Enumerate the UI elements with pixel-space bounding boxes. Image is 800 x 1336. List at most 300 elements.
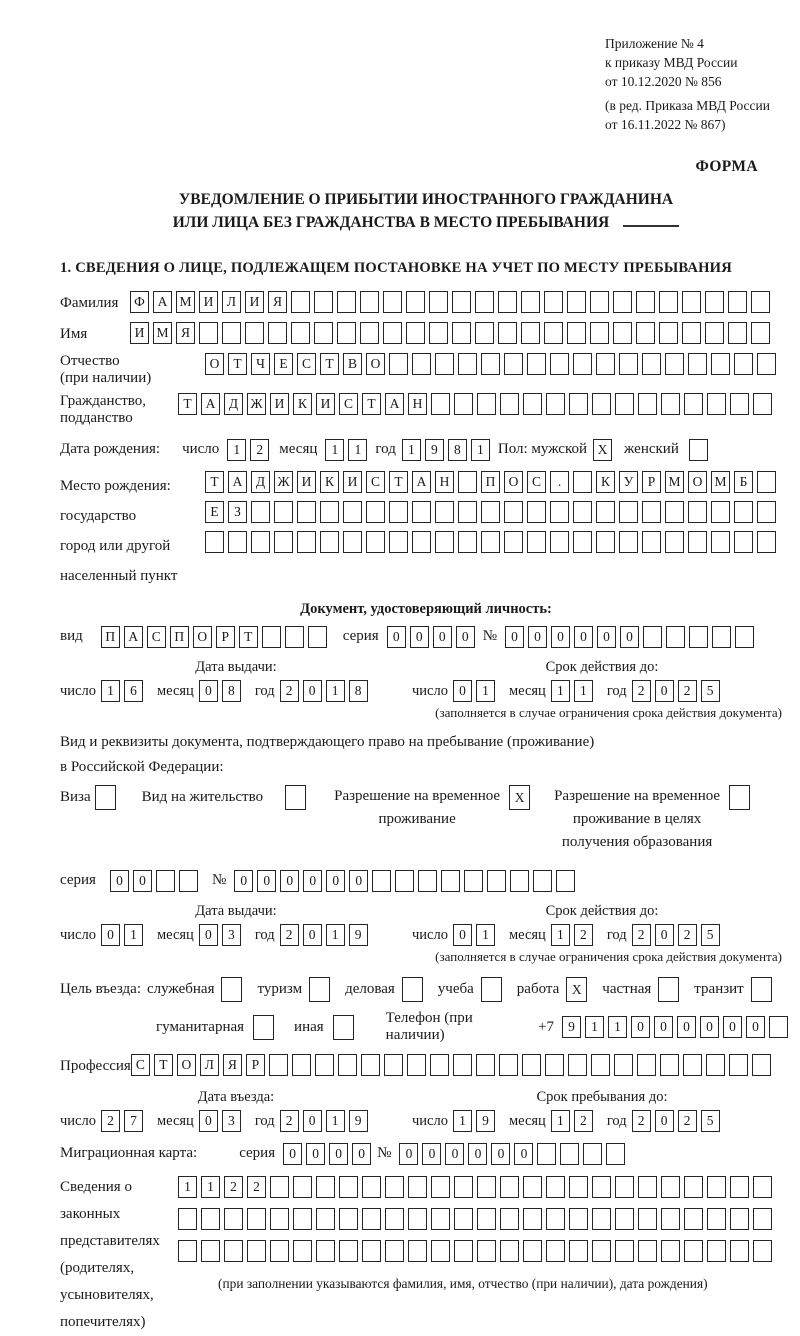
char-cell[interactable] bbox=[309, 977, 330, 1002]
char-cell[interactable] bbox=[178, 1208, 197, 1230]
char-cell[interactable] bbox=[477, 1176, 496, 1198]
char-cell[interactable]: С bbox=[527, 471, 546, 493]
patronymic-input[interactable] bbox=[205, 353, 780, 375]
char-cell[interactable] bbox=[546, 1176, 565, 1198]
char-cell[interactable]: 2 bbox=[101, 1110, 120, 1132]
char-cell[interactable] bbox=[688, 501, 707, 523]
char-cell[interactable] bbox=[316, 1240, 335, 1262]
char-cell[interactable]: Д bbox=[251, 471, 270, 493]
char-cell[interactable] bbox=[614, 1054, 633, 1076]
char-cell[interactable] bbox=[730, 1208, 749, 1230]
char-cell[interactable]: 1 bbox=[325, 439, 344, 461]
char-cell[interactable] bbox=[546, 1240, 565, 1262]
doc-issue-month[interactable] bbox=[199, 680, 245, 702]
char-cell[interactable] bbox=[406, 322, 425, 344]
char-cell[interactable] bbox=[458, 501, 477, 523]
char-cell[interactable] bbox=[251, 501, 270, 523]
char-cell[interactable] bbox=[475, 322, 494, 344]
char-cell[interactable] bbox=[500, 393, 519, 415]
char-cell[interactable] bbox=[412, 501, 431, 523]
char-cell[interactable] bbox=[224, 1240, 243, 1262]
char-cell[interactable] bbox=[500, 1208, 519, 1230]
char-cell[interactable] bbox=[590, 291, 609, 313]
char-cell[interactable] bbox=[596, 501, 615, 523]
char-cell[interactable] bbox=[452, 291, 471, 313]
char-cell[interactable]: С bbox=[339, 393, 358, 415]
name-input[interactable] bbox=[130, 322, 774, 344]
char-cell[interactable] bbox=[316, 1176, 335, 1198]
char-cell[interactable] bbox=[458, 471, 477, 493]
char-cell[interactable] bbox=[591, 1054, 610, 1076]
char-cell[interactable]: 2 bbox=[280, 680, 299, 702]
char-cell[interactable]: 0 bbox=[505, 626, 524, 648]
char-cell[interactable]: 2 bbox=[574, 1110, 593, 1132]
char-cell[interactable]: И bbox=[199, 291, 218, 313]
char-cell[interactable] bbox=[291, 322, 310, 344]
char-cell[interactable]: 0 bbox=[551, 626, 570, 648]
char-cell[interactable]: . bbox=[550, 471, 569, 493]
char-cell[interactable]: Ж bbox=[274, 471, 293, 493]
char-cell[interactable]: О bbox=[205, 353, 224, 375]
char-cell[interactable] bbox=[560, 1143, 579, 1165]
char-cell[interactable]: 0 bbox=[349, 870, 368, 892]
char-cell[interactable] bbox=[688, 531, 707, 553]
char-cell[interactable] bbox=[661, 393, 680, 415]
char-cell[interactable] bbox=[408, 1208, 427, 1230]
char-cell[interactable]: 2 bbox=[247, 1176, 266, 1198]
char-cell[interactable]: 0 bbox=[514, 1143, 533, 1165]
char-cell[interactable] bbox=[453, 1054, 472, 1076]
char-cell[interactable]: О bbox=[193, 626, 212, 648]
char-cell[interactable]: 1 bbox=[453, 1110, 472, 1132]
char-cell[interactable] bbox=[481, 353, 500, 375]
migration-number-input[interactable] bbox=[399, 1143, 629, 1165]
char-cell[interactable]: 1 bbox=[585, 1016, 604, 1038]
char-cell[interactable]: Н bbox=[435, 471, 454, 493]
char-cell[interactable]: М bbox=[665, 471, 684, 493]
char-cell[interactable]: 0 bbox=[387, 626, 406, 648]
char-cell[interactable] bbox=[251, 531, 270, 553]
char-cell[interactable] bbox=[573, 501, 592, 523]
char-cell[interactable]: Ф bbox=[130, 291, 149, 313]
char-cell[interactable]: С bbox=[131, 1054, 150, 1076]
char-cell[interactable]: А bbox=[153, 291, 172, 313]
char-cell[interactable] bbox=[707, 1176, 726, 1198]
char-cell[interactable] bbox=[339, 1240, 358, 1262]
char-cell[interactable] bbox=[705, 291, 724, 313]
char-cell[interactable]: Ж bbox=[247, 393, 266, 415]
char-cell[interactable]: 1 bbox=[551, 1110, 570, 1132]
char-cell[interactable] bbox=[638, 1240, 657, 1262]
purpose-transit-checkbox[interactable] bbox=[751, 977, 776, 1002]
char-cell[interactable]: 1 bbox=[608, 1016, 627, 1038]
char-cell[interactable] bbox=[406, 291, 425, 313]
char-cell[interactable] bbox=[228, 531, 247, 553]
char-cell[interactable] bbox=[757, 501, 776, 523]
char-cell[interactable]: Н bbox=[408, 393, 427, 415]
entry-year[interactable] bbox=[280, 1110, 372, 1132]
char-cell[interactable] bbox=[454, 1208, 473, 1230]
char-cell[interactable] bbox=[527, 353, 546, 375]
char-cell[interactable] bbox=[728, 291, 747, 313]
char-cell[interactable]: М bbox=[176, 291, 195, 313]
char-cell[interactable]: В bbox=[343, 353, 362, 375]
char-cell[interactable]: Т bbox=[239, 626, 258, 648]
char-cell[interactable] bbox=[684, 1240, 703, 1262]
char-cell[interactable] bbox=[454, 1176, 473, 1198]
char-cell[interactable]: А bbox=[124, 626, 143, 648]
char-cell[interactable] bbox=[297, 531, 316, 553]
doc-series-input[interactable] bbox=[387, 626, 479, 648]
char-cell[interactable] bbox=[199, 322, 218, 344]
char-cell[interactable] bbox=[366, 501, 385, 523]
char-cell[interactable]: К bbox=[320, 471, 339, 493]
char-cell[interactable] bbox=[452, 322, 471, 344]
temp-permit-checkbox[interactable] bbox=[509, 785, 534, 810]
char-cell[interactable] bbox=[730, 1176, 749, 1198]
char-cell[interactable] bbox=[752, 1054, 771, 1076]
char-cell[interactable] bbox=[615, 1240, 634, 1262]
char-cell[interactable] bbox=[757, 471, 776, 493]
char-cell[interactable] bbox=[642, 353, 661, 375]
stay-expiry-day[interactable] bbox=[453, 1110, 499, 1132]
char-cell[interactable] bbox=[689, 439, 708, 461]
char-cell[interactable]: 9 bbox=[349, 924, 368, 946]
char-cell[interactable] bbox=[291, 291, 310, 313]
char-cell[interactable] bbox=[429, 322, 448, 344]
visa-checkbox[interactable] bbox=[95, 785, 120, 810]
char-cell[interactable]: Е bbox=[274, 353, 293, 375]
citizenship-input[interactable] bbox=[178, 393, 776, 415]
char-cell[interactable]: 0 bbox=[257, 870, 276, 892]
char-cell[interactable] bbox=[293, 1176, 312, 1198]
char-cell[interactable] bbox=[592, 1176, 611, 1198]
char-cell[interactable] bbox=[730, 1240, 749, 1262]
char-cell[interactable] bbox=[544, 291, 563, 313]
representatives-input-1[interactable] bbox=[178, 1176, 776, 1198]
char-cell[interactable]: С bbox=[297, 353, 316, 375]
char-cell[interactable]: 9 bbox=[349, 1110, 368, 1132]
char-cell[interactable]: 0 bbox=[746, 1016, 765, 1038]
char-cell[interactable] bbox=[753, 1240, 772, 1262]
char-cell[interactable] bbox=[383, 322, 402, 344]
char-cell[interactable] bbox=[569, 1176, 588, 1198]
char-cell[interactable] bbox=[682, 291, 701, 313]
char-cell[interactable] bbox=[711, 353, 730, 375]
residence-issue-month[interactable] bbox=[199, 924, 245, 946]
char-cell[interactable]: З bbox=[228, 501, 247, 523]
char-cell[interactable] bbox=[268, 322, 287, 344]
residence-series-input[interactable] bbox=[110, 870, 202, 892]
char-cell[interactable]: 1 bbox=[551, 924, 570, 946]
stay-expiry-month[interactable] bbox=[551, 1110, 597, 1132]
char-cell[interactable] bbox=[537, 1143, 556, 1165]
char-cell[interactable] bbox=[477, 1240, 496, 1262]
char-cell[interactable]: К bbox=[596, 471, 615, 493]
char-cell[interactable] bbox=[638, 1176, 657, 1198]
char-cell[interactable]: 1 bbox=[476, 680, 495, 702]
char-cell[interactable] bbox=[569, 1240, 588, 1262]
char-cell[interactable] bbox=[666, 626, 685, 648]
char-cell[interactable] bbox=[592, 1208, 611, 1230]
char-cell[interactable]: Е bbox=[205, 501, 224, 523]
char-cell[interactable]: 1 bbox=[551, 680, 570, 702]
char-cell[interactable]: М bbox=[711, 471, 730, 493]
char-cell[interactable] bbox=[642, 501, 661, 523]
char-cell[interactable]: 0 bbox=[410, 626, 429, 648]
char-cell[interactable] bbox=[769, 1016, 788, 1038]
doc-number-input[interactable] bbox=[505, 626, 758, 648]
char-cell[interactable] bbox=[684, 1176, 703, 1198]
char-cell[interactable] bbox=[270, 1176, 289, 1198]
char-cell[interactable]: Т bbox=[389, 471, 408, 493]
char-cell[interactable] bbox=[274, 531, 293, 553]
char-cell[interactable] bbox=[527, 501, 546, 523]
birth-day-input[interactable] bbox=[227, 439, 273, 461]
char-cell[interactable]: Л bbox=[222, 291, 241, 313]
char-cell[interactable]: 2 bbox=[250, 439, 269, 461]
char-cell[interactable] bbox=[606, 1143, 625, 1165]
char-cell[interactable]: 0 bbox=[399, 1143, 418, 1165]
representatives-input-2[interactable] bbox=[178, 1208, 776, 1230]
residence-expiry-day[interactable] bbox=[453, 924, 499, 946]
char-cell[interactable]: 0 bbox=[453, 924, 472, 946]
char-cell[interactable] bbox=[337, 322, 356, 344]
char-cell[interactable]: 0 bbox=[445, 1143, 464, 1165]
char-cell[interactable] bbox=[523, 1208, 542, 1230]
char-cell[interactable] bbox=[596, 531, 615, 553]
char-cell[interactable]: 0 bbox=[303, 924, 322, 946]
purpose-other-checkbox[interactable] bbox=[333, 1015, 358, 1040]
char-cell[interactable] bbox=[665, 501, 684, 523]
char-cell[interactable]: П bbox=[170, 626, 189, 648]
char-cell[interactable]: 2 bbox=[678, 1110, 697, 1132]
purpose-work-checkbox[interactable] bbox=[566, 977, 591, 1002]
char-cell[interactable] bbox=[475, 291, 494, 313]
char-cell[interactable] bbox=[504, 353, 523, 375]
char-cell[interactable]: 0 bbox=[306, 1143, 325, 1165]
char-cell[interactable] bbox=[521, 322, 540, 344]
char-cell[interactable] bbox=[477, 1208, 496, 1230]
char-cell[interactable] bbox=[247, 1208, 266, 1230]
char-cell[interactable] bbox=[583, 1143, 602, 1165]
char-cell[interactable] bbox=[431, 1176, 450, 1198]
char-cell[interactable] bbox=[201, 1208, 220, 1230]
char-cell[interactable] bbox=[707, 393, 726, 415]
char-cell[interactable] bbox=[619, 501, 638, 523]
residence-issue-year[interactable] bbox=[280, 924, 372, 946]
char-cell[interactable] bbox=[500, 1240, 519, 1262]
char-cell[interactable] bbox=[408, 1176, 427, 1198]
purpose-business-checkbox[interactable] bbox=[402, 977, 427, 1002]
char-cell[interactable] bbox=[481, 531, 500, 553]
doc-issue-day[interactable] bbox=[101, 680, 147, 702]
char-cell[interactable] bbox=[661, 1240, 680, 1262]
char-cell[interactable]: 0 bbox=[574, 626, 593, 648]
char-cell[interactable] bbox=[337, 291, 356, 313]
char-cell[interactable] bbox=[293, 1208, 312, 1230]
char-cell[interactable] bbox=[454, 1240, 473, 1262]
char-cell[interactable] bbox=[567, 291, 586, 313]
char-cell[interactable] bbox=[706, 1054, 725, 1076]
purpose-humanitarian-checkbox[interactable] bbox=[253, 1015, 278, 1040]
char-cell[interactable] bbox=[343, 501, 362, 523]
char-cell[interactable]: 0 bbox=[597, 626, 616, 648]
char-cell[interactable] bbox=[498, 322, 517, 344]
char-cell[interactable] bbox=[360, 291, 379, 313]
char-cell[interactable] bbox=[316, 1208, 335, 1230]
char-cell[interactable] bbox=[550, 353, 569, 375]
char-cell[interactable] bbox=[688, 353, 707, 375]
char-cell[interactable]: X bbox=[593, 439, 612, 461]
char-cell[interactable]: 0 bbox=[655, 1110, 674, 1132]
char-cell[interactable] bbox=[569, 393, 588, 415]
char-cell[interactable] bbox=[533, 870, 552, 892]
char-cell[interactable] bbox=[527, 531, 546, 553]
char-cell[interactable] bbox=[592, 393, 611, 415]
char-cell[interactable]: 8 bbox=[349, 680, 368, 702]
char-cell[interactable] bbox=[523, 1240, 542, 1262]
char-cell[interactable]: 1 bbox=[326, 924, 345, 946]
char-cell[interactable] bbox=[684, 1208, 703, 1230]
birth-place-input-2[interactable] bbox=[205, 501, 780, 523]
char-cell[interactable] bbox=[458, 531, 477, 553]
doc-issue-year[interactable] bbox=[280, 680, 372, 702]
char-cell[interactable]: 0 bbox=[110, 870, 129, 892]
char-cell[interactable]: 0 bbox=[326, 870, 345, 892]
char-cell[interactable]: Б bbox=[734, 471, 753, 493]
char-cell[interactable]: 0 bbox=[528, 626, 547, 648]
char-cell[interactable] bbox=[362, 1208, 381, 1230]
purpose-private-checkbox[interactable] bbox=[658, 977, 683, 1002]
char-cell[interactable] bbox=[361, 1054, 380, 1076]
char-cell[interactable]: Л bbox=[200, 1054, 219, 1076]
char-cell[interactable] bbox=[638, 393, 657, 415]
char-cell[interactable]: Я bbox=[176, 322, 195, 344]
char-cell[interactable] bbox=[615, 1176, 634, 1198]
char-cell[interactable]: 0 bbox=[133, 870, 152, 892]
char-cell[interactable]: У bbox=[619, 471, 638, 493]
char-cell[interactable]: М bbox=[153, 322, 172, 344]
char-cell[interactable]: 0 bbox=[329, 1143, 348, 1165]
char-cell[interactable]: Ч bbox=[251, 353, 270, 375]
char-cell[interactable]: 0 bbox=[654, 1016, 673, 1038]
char-cell[interactable] bbox=[751, 977, 772, 1002]
char-cell[interactable]: 2 bbox=[280, 924, 299, 946]
char-cell[interactable]: 0 bbox=[283, 1143, 302, 1165]
char-cell[interactable]: Р bbox=[216, 626, 235, 648]
purpose-official-checkbox[interactable] bbox=[221, 977, 246, 1002]
char-cell[interactable] bbox=[487, 870, 506, 892]
char-cell[interactable] bbox=[222, 322, 241, 344]
char-cell[interactable]: П bbox=[101, 626, 120, 648]
char-cell[interactable]: 0 bbox=[234, 870, 253, 892]
char-cell[interactable]: 0 bbox=[655, 680, 674, 702]
char-cell[interactable] bbox=[435, 501, 454, 523]
char-cell[interactable] bbox=[383, 291, 402, 313]
char-cell[interactable] bbox=[707, 1240, 726, 1262]
char-cell[interactable] bbox=[384, 1054, 403, 1076]
char-cell[interactable] bbox=[642, 531, 661, 553]
char-cell[interactable] bbox=[705, 322, 724, 344]
char-cell[interactable] bbox=[412, 353, 431, 375]
char-cell[interactable] bbox=[523, 393, 542, 415]
char-cell[interactable] bbox=[753, 393, 772, 415]
char-cell[interactable] bbox=[253, 1015, 274, 1040]
char-cell[interactable] bbox=[464, 870, 483, 892]
edu-permit-checkbox[interactable] bbox=[729, 785, 754, 810]
char-cell[interactable] bbox=[613, 291, 632, 313]
char-cell[interactable] bbox=[643, 626, 662, 648]
char-cell[interactable] bbox=[412, 531, 431, 553]
char-cell[interactable] bbox=[178, 1240, 197, 1262]
char-cell[interactable]: 3 bbox=[222, 1110, 241, 1132]
char-cell[interactable] bbox=[339, 1208, 358, 1230]
char-cell[interactable]: 1 bbox=[124, 924, 143, 946]
char-cell[interactable] bbox=[402, 977, 423, 1002]
char-cell[interactable] bbox=[481, 977, 502, 1002]
char-cell[interactable]: 2 bbox=[632, 680, 651, 702]
char-cell[interactable]: 1 bbox=[101, 680, 120, 702]
char-cell[interactable] bbox=[522, 1054, 541, 1076]
char-cell[interactable]: 1 bbox=[326, 1110, 345, 1132]
char-cell[interactable] bbox=[661, 1208, 680, 1230]
char-cell[interactable]: X bbox=[566, 977, 587, 1002]
char-cell[interactable]: 0 bbox=[655, 924, 674, 946]
char-cell[interactable] bbox=[435, 531, 454, 553]
char-cell[interactable]: 8 bbox=[222, 680, 241, 702]
char-cell[interactable] bbox=[544, 322, 563, 344]
char-cell[interactable]: 2 bbox=[632, 924, 651, 946]
char-cell[interactable] bbox=[498, 291, 517, 313]
char-cell[interactable] bbox=[638, 1208, 657, 1230]
char-cell[interactable]: Т bbox=[320, 353, 339, 375]
char-cell[interactable]: И bbox=[270, 393, 289, 415]
char-cell[interactable] bbox=[684, 393, 703, 415]
char-cell[interactable] bbox=[567, 322, 586, 344]
char-cell[interactable] bbox=[735, 626, 754, 648]
stay-expiry-year[interactable] bbox=[632, 1110, 724, 1132]
char-cell[interactable]: 1 bbox=[574, 680, 593, 702]
char-cell[interactable]: 0 bbox=[199, 924, 218, 946]
char-cell[interactable] bbox=[729, 785, 750, 810]
char-cell[interactable] bbox=[339, 1176, 358, 1198]
char-cell[interactable] bbox=[707, 1208, 726, 1230]
char-cell[interactable]: 0 bbox=[303, 1110, 322, 1132]
char-cell[interactable]: 0 bbox=[456, 626, 475, 648]
char-cell[interactable]: Т bbox=[228, 353, 247, 375]
char-cell[interactable] bbox=[550, 501, 569, 523]
char-cell[interactable] bbox=[95, 785, 116, 810]
sex-male-checkbox[interactable] bbox=[593, 439, 616, 461]
char-cell[interactable] bbox=[179, 870, 198, 892]
char-cell[interactable] bbox=[689, 626, 708, 648]
char-cell[interactable]: X bbox=[509, 785, 530, 810]
char-cell[interactable] bbox=[636, 322, 655, 344]
char-cell[interactable] bbox=[734, 531, 753, 553]
char-cell[interactable] bbox=[205, 531, 224, 553]
char-cell[interactable]: 0 bbox=[199, 680, 218, 702]
char-cell[interactable] bbox=[734, 353, 753, 375]
entry-day[interactable] bbox=[101, 1110, 147, 1132]
birth-year-input[interactable] bbox=[402, 439, 494, 461]
doc-expiry-month[interactable] bbox=[551, 680, 597, 702]
char-cell[interactable] bbox=[569, 1208, 588, 1230]
char-cell[interactable]: И bbox=[130, 322, 149, 344]
char-cell[interactable]: 0 bbox=[468, 1143, 487, 1165]
char-cell[interactable] bbox=[314, 322, 333, 344]
char-cell[interactable] bbox=[729, 1054, 748, 1076]
